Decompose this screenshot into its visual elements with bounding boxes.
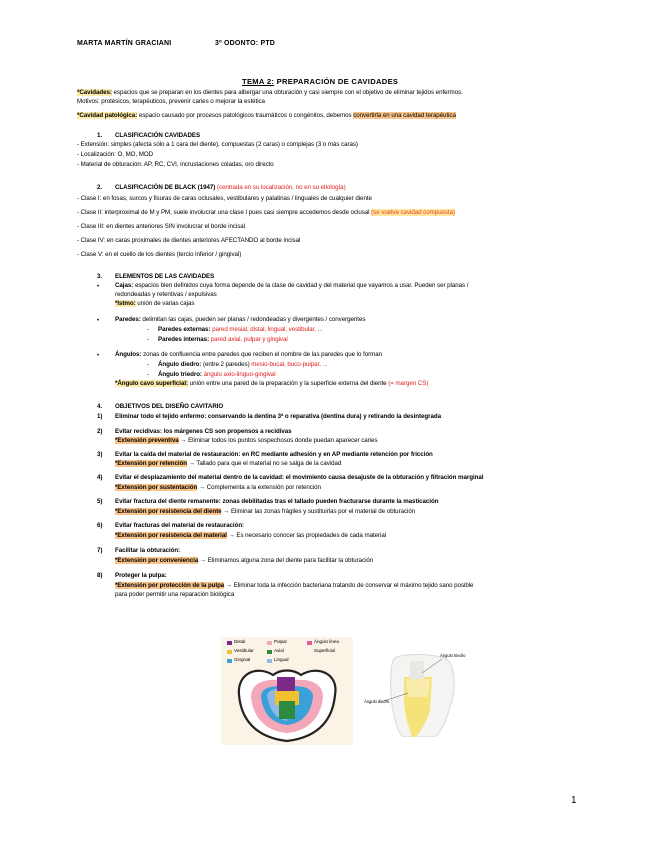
angulo-diedro: Ángulo diedro: (entre 2 paredes) mesio-bucal, buco-pulpar, ... (158, 361, 328, 368)
tooth-section-diagram (364, 651, 468, 737)
paredes-definition: Paredes: delimitan las cajas, pueden ser planas / redondeadas y divergentes / convergentes (115, 316, 366, 323)
objective-text: Eliminar todo el tejido enfermo: conservando la dentina 3ª o reparativa (dentina dura) y retirando la desintegrada (115, 413, 441, 420)
angulo-triedro-label: Ángulo triedro (440, 653, 466, 658)
objective-text: Facilitar la obturación: (115, 547, 181, 554)
course-label: 3º ODONTO: PTD (215, 40, 276, 47)
section-2-number: 2. (97, 184, 103, 191)
objective-number: 1) (97, 413, 103, 420)
section-4-number: 4. (97, 403, 103, 410)
objective-number: 6) (97, 522, 103, 529)
section-2-heading: CLASIFICACIÓN DE BLACK (1947) (centrada en su localización, no en su etiología) (115, 184, 346, 191)
legend-axial: Axial (274, 648, 284, 653)
section-4-heading: OBJETIVOS DEL DISEÑO CAVITARIO (115, 403, 224, 410)
objective-extension: *Extensión preventiva → Eliminar todos los puntos sospechosos donde puedan aparecer caries (115, 437, 378, 444)
objective-extension: *Extensión por resistencia del material → Es necesario conocer las propiedades de cada material (115, 532, 387, 539)
cavidades-definition: *Cavidades: espacios que se preparan en los dientes para albergar una obturación y casi siempre con el objetivo de eliminar tejidos enfermos. (77, 89, 463, 96)
objective-extension: *Extensión por conveniencia → Eliminamos alguna zona del diente para facilitar la obturación (115, 557, 374, 564)
section-1-number: 1. (97, 132, 103, 139)
section-1-heading: CLASIFICACIÓN CAVIDADES (115, 132, 201, 139)
black-class-3: - Clase III: en dientes anteriores SIN involucrar el borde incisal (77, 223, 245, 230)
paredes-externas: Paredes externas: pared mesial, distal, lingual, vestibular, ... (158, 326, 323, 333)
cajas-definition: Cajas: espacios bien definidos cuya forma depende de la clase de cavidad y del material que vayamos a usar. Pueden ser planas / (115, 282, 469, 289)
dash: - (147, 336, 150, 343)
bullet: • (97, 317, 100, 324)
section-3-heading: ELEMENTOS DE LAS CAVIDADES (115, 273, 215, 280)
objective-extension: *Extensión por protección de la pulpa → Eliminar toda la infección bacteriana tratando de conservar el máximo tejido sano posible (115, 582, 474, 589)
legend-angulo-linea: Ángulo línea (314, 639, 339, 644)
cavidad-patologica-definition: *Cavidad patológica: espacio causado por procesos patológicos traumáticos o congénitos, debemos convertirla en una cavidad terapéutica (77, 112, 456, 119)
dash: - (147, 361, 150, 368)
istmo-definition: *Istmo: unión de varias cajas (115, 300, 195, 307)
objective-extension: *Extensión por retención → Tallado para que el material no se salga de la cavidad (115, 460, 342, 467)
section-1-item: - Extensión: simples (afecta sólo a 1 cara del diente), compuestas (2 caras) o complejas (3 o más caras) (77, 141, 358, 148)
motivos-text: Motivos: protésicos, terapéuticos, prevenir caries o mejorar la estética (77, 98, 265, 105)
black-class-5: - Clase V: en el cuello de los dientes (tercio inferior / gingival) (77, 251, 242, 258)
objective-number: 7) (97, 547, 103, 554)
legend-vestibular: Vestibular (234, 648, 254, 653)
objective-number: 3) (97, 451, 103, 458)
objective-extension: *Extensión por resistencia del diente → Eliminar las zonas frágiles y sustituirlas por el material de obturación (115, 508, 416, 515)
objective-extension-cont: para poder permitir una reparación biológica (115, 591, 235, 598)
section-3-number: 3. (97, 273, 103, 280)
bullet: • (97, 283, 100, 290)
dash: - (147, 371, 150, 378)
cajas-definition-cont: redondeadas y retentivas / expulsivas (115, 291, 217, 298)
author-name: MARTA MARTÍN GRACIANI (77, 40, 172, 47)
objective-number: 4) (97, 474, 103, 481)
objective-number: 5) (97, 498, 103, 505)
angulos-definition: Ángulos: zonas de confluencia entre paredes que reciben el nombre de las paredes que lo forman (115, 351, 383, 358)
cavity-walls-figure (221, 637, 353, 745)
angulo-diedro-label: Ángulo diedro (364, 699, 390, 704)
objective-extension: *Extensión por sustentación → Complementa a la extensión por retención (115, 484, 321, 491)
objective-number: 8) (97, 572, 103, 579)
bullet: • (97, 352, 100, 359)
section-1-item: - Material de obturación: AP, RC, CVI, incrustaciones coladas, oro directo (77, 161, 274, 168)
objective-text: Evitar recidivas: los márgenes CS son propensos a recidivas (115, 428, 292, 435)
page-title: TEMA 2: PREPARACIÓN DE CAVIDADES (242, 77, 399, 86)
section-1-item: - Localización: O, MO, MOD (77, 151, 154, 158)
legend-superficial: Superficial (314, 648, 335, 653)
objective-text: Evitar fractura del diente remanente: zonas debilitadas tras el tallado pueden fracturarse durante la masticación (115, 498, 439, 505)
page-number: 1 (571, 795, 577, 806)
objective-text: Evitar la caída del material de restauración: en RC mediante adhesión y en AP mediante retención por fricción (115, 451, 433, 458)
black-class-1: - Clase I: en fosas, surcos y fisuras de caras oclusales, vestibulares y palatinas / linguales de cualquier diente (77, 195, 372, 202)
tooth-angles-figure (364, 651, 468, 737)
objective-text: Evitar el desplazamiento del material dentro de la cavidad: el movimiento causa desajuste de la obturación y filtración marginal (115, 474, 484, 481)
objective-text: Proteger la pulpa: (115, 572, 167, 579)
objective-text: Evitar fracturas del material de restauración: (115, 522, 245, 529)
black-class-2: - Clase II: interproximal de M y PM, suele involucrar una clase I pues casi siempre accedemos desde oclusal (se vuelve cavidad compuesta) (77, 209, 455, 216)
paredes-internas: Paredes internas: pared axial, pulpar y gingival (158, 336, 288, 343)
angulo-cavo-superficial: *Ángulo cavo superficial: unión entre una pared de la preparación y la superficie externa del diente (= margen CS) (115, 380, 429, 387)
objective-number: 2) (97, 428, 103, 435)
legend-gingival: Gingival (234, 657, 251, 662)
legend-lingual: Lingual (274, 657, 289, 662)
legend-distal: Distal (234, 639, 246, 644)
angulo-triedro: Ángulo triedro: ángulo axio-linguo-gingival (158, 371, 276, 378)
legend-pulpar: Pulpar (274, 639, 287, 644)
dash: - (147, 326, 150, 333)
black-class-4: - Clase IV: en caras proximales de dientes anteriores AFECTANDO al borde incisal (77, 237, 301, 244)
